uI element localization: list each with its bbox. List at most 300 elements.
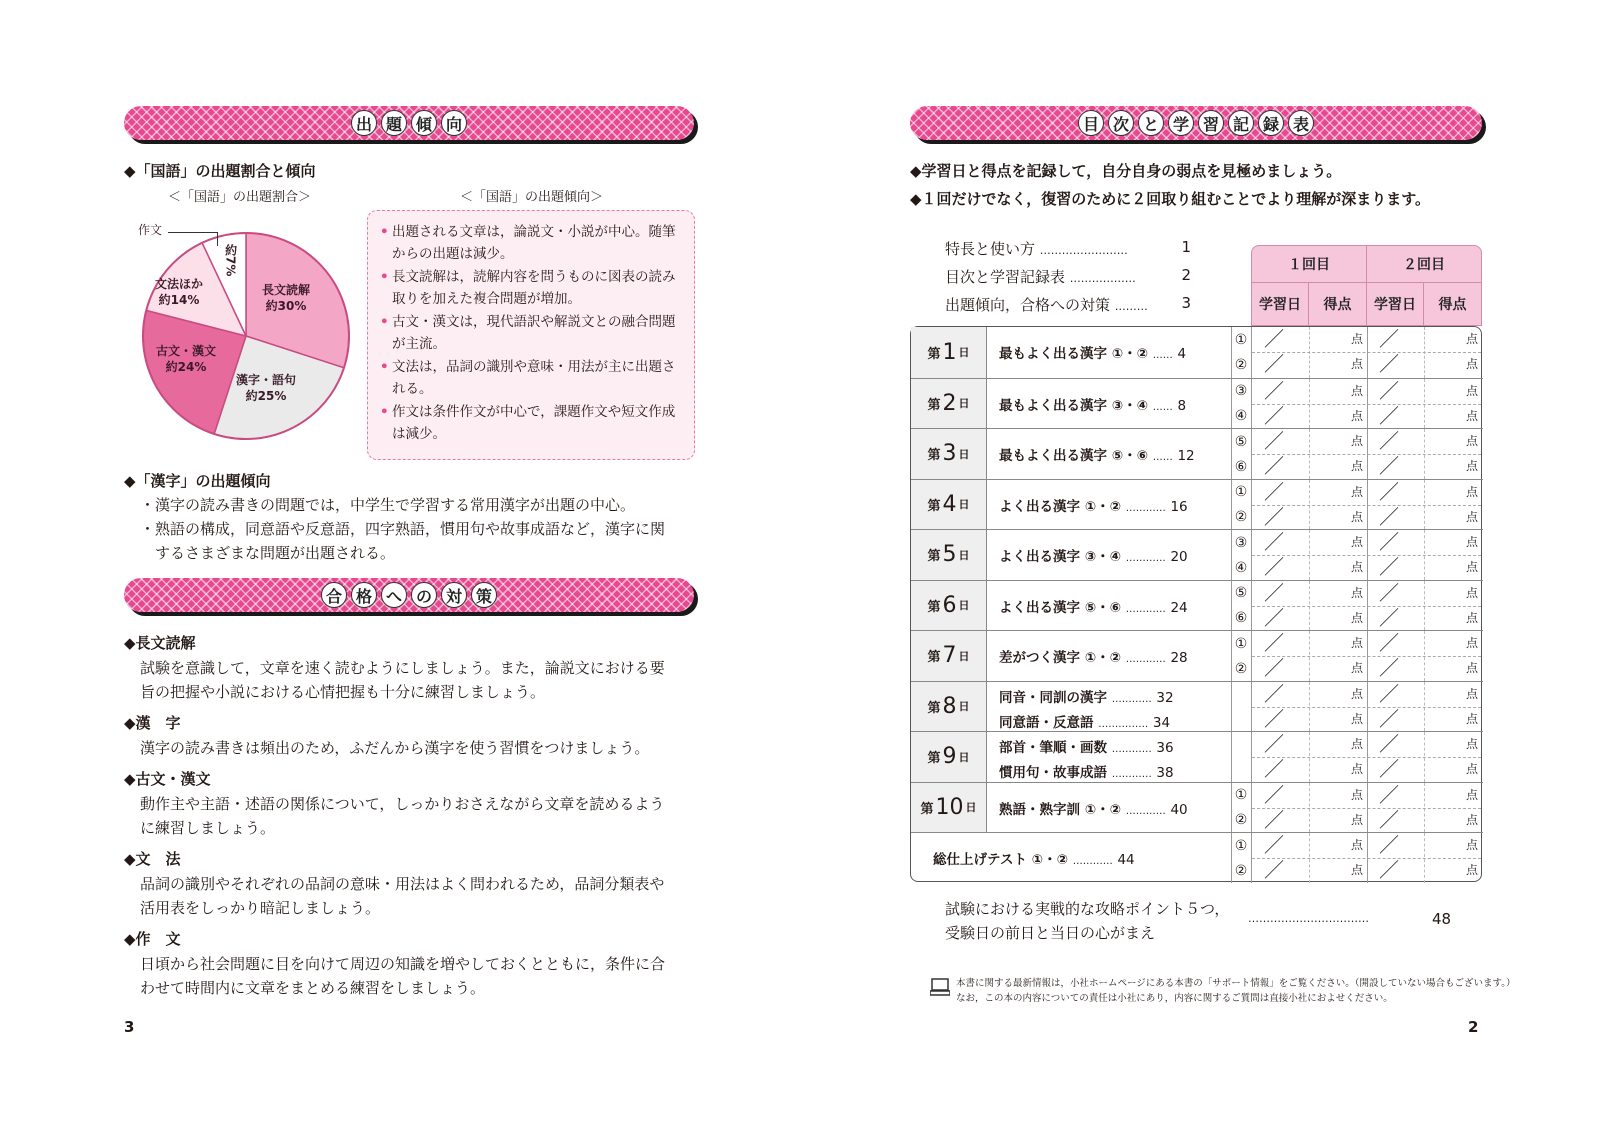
score-unit: 点: [1466, 434, 1479, 448]
pie-label-kanji-value: 約25%: [245, 389, 287, 404]
intro-line: ◆学習日と得点を記録して，自分自身の弱点を見極めましょう。: [910, 162, 1342, 180]
score-unit: 点: [1351, 509, 1364, 524]
score-unit: 点: [1351, 661, 1364, 675]
day-prefix: 第: [927, 448, 941, 464]
score-unit: 点: [1351, 686, 1364, 701]
row-half-divider: [1252, 555, 1481, 556]
topic-dots: …………: [1111, 744, 1152, 755]
front-item-dots: ……………………: [1039, 244, 1128, 257]
day-prefix: 第: [927, 599, 941, 615]
score-unit: 点: [1466, 787, 1479, 802]
score-unit: 点: [1466, 357, 1479, 371]
front-item-page: 1: [1181, 238, 1191, 256]
score-unit: 点: [1351, 585, 1364, 600]
section-line: 漢字の読み書きは頻出のため，ふだんから漢字を使う習慣をつけましょう。: [140, 739, 650, 757]
pie-value-sakubun-text: 約7%: [223, 244, 238, 277]
date-slash: ／: [1264, 429, 1284, 453]
front-item: [945, 238, 1195, 259]
day-number: 6: [942, 592, 957, 618]
topic-entry: [999, 342, 1186, 362]
day-number: 5: [942, 542, 957, 568]
section-line: 旨の把握や小説における心情把握も十分に練習しましょう。: [140, 683, 546, 701]
topic-dots: …………: [1125, 553, 1166, 564]
page-number-left: 3: [124, 1018, 135, 1036]
banner-shutsudai-char: 向: [441, 110, 467, 136]
score-unit: 点: [1351, 357, 1364, 371]
topic-dots: ……………: [1098, 718, 1149, 730]
topic-entry: [999, 711, 1170, 731]
appendix-dots: ……………………………: [1248, 912, 1369, 925]
pie-label-kobun-value: 約24%: [165, 360, 207, 375]
banner-goukaku-char: へ: [381, 582, 407, 608]
banner-mokuji-char: 次: [1108, 110, 1134, 136]
day-prefix: 第: [920, 801, 934, 817]
topic-page: 8: [1177, 397, 1187, 414]
topic-title: よく出る漢字 ①・②: [999, 498, 1122, 515]
final-test-title: 総仕上げテスト ①・②: [933, 852, 1069, 868]
attempt-marker: ⑥: [1234, 610, 1248, 626]
day-number: 7: [942, 643, 957, 669]
day-number: 9: [942, 744, 957, 770]
date-slash: ／: [1379, 580, 1399, 605]
attempt-marker: ⑤: [1234, 585, 1248, 601]
date-slash: ／: [1379, 833, 1399, 857]
trend-item: • 出題される文章は，論説文・小説が中心。随筆からの出題は減少。: [378, 221, 684, 265]
topic-dots: …………: [1125, 502, 1166, 514]
score-unit: 点: [1351, 535, 1364, 549]
score-unit: 点: [1466, 863, 1479, 877]
banner-goukaku-taisaku: [124, 578, 694, 612]
topic-entry: [999, 394, 1186, 414]
score-unit: 点: [1466, 535, 1479, 549]
pie-label-choubun-name: 長文読解: [262, 283, 311, 297]
attempt-marker: ③: [1234, 383, 1248, 399]
topic-title: よく出る漢字 ⑤・⑥: [999, 599, 1122, 616]
date-slash: ／: [1264, 555, 1284, 579]
banner-mokuji: [910, 106, 1482, 140]
banner-mokuji-char: 学: [1168, 110, 1194, 136]
banner-mokuji-char: 表: [1288, 110, 1314, 136]
attempt-marker: ①: [1234, 837, 1248, 854]
trend-caption: ＜「国語」の出題傾向＞: [460, 190, 604, 205]
day-suffix: 日: [958, 498, 970, 512]
trend-item: • 古文・漢文は，現代語訳や解説文との融合問題が主流。: [378, 311, 684, 355]
attempt-marker: ④: [1234, 559, 1248, 576]
row-half-divider: [1252, 352, 1481, 353]
trend-item: • 長文読解は，読解内容を問うものに図表の読み取りを加えた複合問題が増加。: [378, 266, 684, 310]
banner-goukaku-char: 策: [471, 582, 497, 608]
pie-leader-line-v: [217, 232, 218, 246]
section-line: 品詞の識別やそれぞれの品詞の意味・用法はよく問われるため，品詞分類表や: [140, 875, 665, 893]
score-unit: 点: [1466, 408, 1479, 423]
day-prefix: 第: [927, 650, 941, 666]
banner-shutsudai-keikou: [124, 106, 694, 140]
topic-dots: …………: [1125, 603, 1166, 615]
date-slash: ／: [1379, 327, 1399, 351]
day-label: [911, 682, 987, 732]
score-unit: 点: [1466, 762, 1479, 776]
topic-title: 差がつく漢字 ①・②: [999, 650, 1122, 666]
date-slash: ／: [1264, 782, 1284, 807]
day-suffix: 日: [958, 649, 970, 663]
banner-goukaku-char: の: [411, 582, 437, 608]
score-unit: 点: [1466, 737, 1479, 751]
score-unit: 点: [1466, 560, 1479, 574]
pie-chart-svg: [140, 230, 352, 442]
score-unit: 点: [1351, 711, 1364, 726]
attempt-marker: ⑥: [1234, 458, 1248, 475]
attempt-marker: ①: [1234, 484, 1248, 500]
kanji-item: ・熟語の構成，同意語や反意語，四字熟語，慣用句や故事成語など，漢字に関: [140, 520, 666, 538]
day-row: [911, 378, 1483, 429]
topic-page: 12: [1177, 448, 1195, 464]
topic-page: 28: [1170, 650, 1188, 666]
attempt-marker: ①: [1234, 331, 1248, 348]
attempt-marker: ②: [1234, 660, 1248, 677]
topic-title: 熟語・熟字訓 ①・②: [999, 801, 1122, 818]
date-slash: ／: [1379, 403, 1399, 428]
date-slash: ／: [1264, 656, 1284, 680]
pie-label-bunpou-value: 約14%: [158, 293, 200, 308]
day-label: [911, 480, 987, 530]
topic-page: 32: [1156, 689, 1174, 706]
day-suffix: 日: [958, 447, 970, 461]
topic-dots: …………: [1125, 654, 1166, 665]
final-test-dots: …………: [1072, 856, 1113, 867]
pie-label-kanji: [236, 372, 296, 404]
score-unit: 点: [1466, 686, 1479, 701]
topic-dots: ……: [1152, 452, 1173, 463]
final-test-row: [911, 832, 1483, 883]
pie-label-bunpou-name: 文法ほか: [155, 277, 204, 291]
topic-page: 20: [1170, 549, 1188, 565]
date-slash: ／: [1264, 681, 1284, 706]
attempt-marker: [1232, 757, 1250, 782]
date-slash: ／: [1379, 681, 1399, 706]
pie-label-choubun-value: 約30%: [265, 299, 307, 314]
section-line: 試験を意識して，文章を速く読むようにしましょう。また，論説文における要: [140, 659, 665, 677]
day-prefix: 第: [927, 346, 941, 362]
date-slash: ／: [1264, 454, 1284, 478]
day-label: [911, 429, 987, 479]
front-item-title: 特長と使い方: [945, 240, 1036, 258]
attempt-marker: ①: [1234, 787, 1248, 803]
row-half-divider: [1252, 808, 1481, 809]
date-slash: ／: [1379, 479, 1399, 504]
topic-title: 最もよく出る漢字 ①・②: [999, 346, 1149, 362]
topic-entry: [999, 596, 1188, 616]
topic-title: 同音・同訓の漢字: [999, 689, 1107, 706]
date-slash: ／: [1379, 378, 1399, 403]
pie-label-kobun-name: 古文・漢文: [156, 344, 217, 358]
day-row: [911, 529, 1483, 580]
date-slash: ／: [1379, 757, 1399, 781]
header-score-2: 得点: [1423, 282, 1482, 326]
date-slash: ／: [1379, 631, 1399, 655]
day-prefix: 第: [927, 397, 941, 413]
date-slash: ／: [1379, 858, 1399, 882]
pie-label-sakubun: 作文: [138, 223, 163, 237]
score-unit: 点: [1466, 459, 1479, 473]
score-unit: 点: [1466, 838, 1479, 852]
score-unit: 点: [1351, 408, 1364, 423]
day-number: 1: [942, 339, 957, 365]
date-slash: ／: [1264, 403, 1284, 428]
date-slash: ／: [1379, 352, 1399, 376]
final-test-page: 44: [1117, 852, 1135, 868]
row-half-divider: [1252, 707, 1481, 708]
attempt-marker: ②: [1234, 509, 1248, 525]
day-suffix: 日: [958, 346, 970, 360]
front-item-page: 3: [1181, 294, 1191, 312]
intro-line: ◆１回だけでなく，復習のために２回取り組むことでより理解が深まります。: [910, 190, 1431, 208]
date-slash: ／: [1379, 504, 1399, 529]
topic-dots: ……: [1152, 401, 1173, 413]
day-row: [911, 731, 1483, 782]
score-unit: 点: [1351, 484, 1364, 499]
topic-title: よく出る漢字 ③・④: [999, 549, 1122, 565]
score-unit: 点: [1351, 560, 1364, 574]
topic-title: 最もよく出る漢字 ③・④: [999, 397, 1149, 414]
date-slash: ／: [1264, 631, 1284, 655]
section-line: に練習しましょう。: [140, 819, 276, 837]
day-label: [911, 783, 987, 833]
attempt-marker: ②: [1234, 862, 1248, 879]
date-slash: ／: [1264, 504, 1284, 529]
attempt-marker: [1232, 732, 1250, 757]
date-slash: ／: [1379, 732, 1399, 756]
kokugo-heading: ◆「国語」の出題割合と傾向: [124, 162, 316, 180]
day-label: [911, 530, 987, 580]
day-suffix: 日: [958, 750, 970, 764]
banner-mokuji-char: 習: [1198, 110, 1224, 136]
day-row: [911, 782, 1483, 833]
banner-goukaku-char: 対: [441, 582, 467, 608]
date-slash: ／: [1379, 706, 1399, 731]
front-item: [945, 266, 1195, 287]
banner-shutsudai-char: 出: [351, 110, 377, 136]
row-half-divider: [1252, 454, 1481, 455]
trend-item: • 作文は条件作文が中心で，課題作文や短文作成は減少。: [378, 401, 684, 445]
topic-title: 部首・筆順・画数: [999, 740, 1107, 756]
attempt-marker: ②: [1234, 356, 1248, 373]
kanji-item: するさまざまな問題が出題される。: [140, 544, 396, 562]
trend-item: • 文法は，品詞の識別や意味・用法が主に出題される。: [378, 356, 684, 400]
notice-line: 本書に関する最新情報は，小社ホームページにある本書の「サポート情報」をご覧ください。（開設していない場合もございます。）: [956, 978, 1516, 989]
date-slash: ／: [1264, 807, 1284, 832]
appendix-line: 受験日の前日と当日の心がまえ: [945, 924, 1156, 942]
day-row: [911, 428, 1483, 479]
date-slash: ／: [1264, 605, 1284, 630]
row-half-divider: [1252, 505, 1481, 506]
score-unit: 点: [1466, 610, 1479, 625]
banner-mokuji-char: 記: [1228, 110, 1254, 136]
topic-page: 38: [1156, 765, 1174, 781]
date-slash: ／: [1264, 858, 1284, 882]
date-slash: ／: [1264, 833, 1284, 857]
computer-icon-svg: [930, 978, 950, 996]
pie-leader-line: [168, 232, 218, 233]
day-row: [911, 327, 1483, 378]
topic-dots: …………: [1125, 805, 1166, 817]
day-row: [911, 479, 1483, 530]
topic-entry: [999, 761, 1174, 781]
front-item-dots: ………: [1114, 300, 1148, 313]
section-title: ◆漢 字: [124, 714, 181, 732]
banner-mokuji-char: と: [1138, 110, 1164, 136]
topic-entry: [999, 646, 1188, 666]
topic-title: 同意語・反意語: [999, 714, 1094, 731]
front-item-title: 目次と学習記録表: [945, 268, 1066, 286]
row-half-divider: [1252, 656, 1481, 657]
score-unit: 点: [1351, 332, 1364, 346]
appendix-page: 48: [1432, 910, 1452, 928]
day-prefix: 第: [927, 751, 941, 767]
attempt-marker: [1232, 682, 1250, 707]
day-row: [911, 580, 1483, 631]
pie-caption: ＜「国語」の出題割合＞: [168, 190, 312, 205]
topic-entry: [999, 495, 1188, 515]
date-slash: ／: [1264, 327, 1284, 351]
score-unit: 点: [1351, 838, 1364, 852]
section-title: ◆文 法: [124, 850, 181, 868]
header-round2: ２回目: [1366, 245, 1482, 283]
date-slash: ／: [1264, 706, 1284, 731]
day-label: [911, 327, 987, 378]
topic-page: 4: [1177, 346, 1187, 362]
score-unit: 点: [1351, 383, 1364, 398]
date-slash: ／: [1379, 429, 1399, 453]
date-slash: ／: [1379, 782, 1399, 807]
topic-entry: [999, 798, 1188, 818]
score-unit: 点: [1466, 585, 1479, 600]
topic-entry: [999, 686, 1174, 706]
topic-dots: …………: [1111, 769, 1152, 780]
pie-label-kobun: [156, 343, 216, 375]
day-label: [911, 379, 987, 429]
header-round1: １回目: [1251, 245, 1367, 283]
section-title: ◆作 文: [124, 930, 181, 948]
section-title: ◆長文読解: [124, 634, 196, 652]
kanji-heading: ◆「漢字」の出題傾向: [124, 472, 271, 490]
section-title: ◆古文・漢文: [124, 770, 211, 788]
date-slash: ／: [1264, 530, 1284, 554]
attempt-marker: ⑤: [1234, 433, 1248, 450]
date-slash: ／: [1264, 732, 1284, 756]
topic-entry: [999, 545, 1188, 565]
date-slash: ／: [1379, 530, 1399, 554]
attempt-marker: ①: [1234, 635, 1248, 652]
score-unit: 点: [1466, 636, 1479, 650]
date-slash: ／: [1264, 757, 1284, 781]
banner-goukaku-char: 合: [321, 582, 347, 608]
attempt-marker: ④: [1234, 408, 1248, 424]
score-unit: 点: [1466, 812, 1479, 827]
day-number: 2: [942, 390, 957, 416]
day-label: [911, 732, 987, 782]
score-unit: 点: [1351, 863, 1364, 877]
date-slash: ／: [1379, 605, 1399, 630]
attempt-marker: ②: [1234, 812, 1248, 828]
date-slash: ／: [1264, 352, 1284, 376]
banner-mokuji-char: 録: [1258, 110, 1284, 136]
topic-entry: [999, 444, 1195, 464]
notice-line: なお，この本の内容についての責任は小社にあり，内容に関するご質問は直接小社におよせください。: [956, 993, 1393, 1004]
date-slash: ／: [1379, 454, 1399, 478]
score-unit: 点: [1466, 661, 1479, 675]
day-suffix: 日: [958, 700, 970, 714]
topic-dots: …………: [1111, 693, 1152, 705]
date-slash: ／: [1379, 555, 1399, 579]
score-unit: 点: [1351, 762, 1364, 776]
topic-page: 16: [1170, 498, 1188, 515]
score-unit: 点: [1466, 484, 1479, 499]
banner-goukaku-char: 格: [351, 582, 377, 608]
study-record-table: [910, 326, 1482, 882]
score-unit: 点: [1351, 737, 1364, 751]
pie-value-sakubun: [222, 244, 238, 280]
attempt-marker: ③: [1234, 534, 1248, 551]
day-number: 3: [942, 441, 957, 467]
day-suffix: 日: [958, 397, 970, 411]
topic-page: 24: [1170, 599, 1188, 616]
day-suffix: 日: [958, 599, 970, 613]
banner-shutsudai-char: 題: [381, 110, 407, 136]
row-half-divider: [1252, 858, 1481, 859]
section-line: 動作主や主語・述語の関係について，しっかりおさえながら文章を読めるよう: [140, 795, 665, 813]
banner-shutsudai-char: 傾: [411, 110, 437, 136]
front-item-page: 2: [1181, 266, 1191, 284]
score-unit: 点: [1466, 332, 1479, 346]
score-unit: 点: [1351, 812, 1364, 827]
topic-title: 慣用句・故事成語: [999, 765, 1107, 781]
date-slash: ／: [1264, 580, 1284, 605]
header-date-2: 学習日: [1366, 282, 1424, 326]
pie-label-kanji-name: 漢字・語句: [236, 373, 297, 387]
header-score-1: 得点: [1308, 282, 1367, 326]
day-row: [911, 681, 1483, 732]
score-unit: 点: [1351, 434, 1364, 448]
topic-dots: ……: [1152, 350, 1173, 361]
front-item-title: 出題傾向，合格への対策: [945, 296, 1111, 314]
topic-page: 34: [1152, 714, 1171, 731]
score-unit: 点: [1466, 509, 1479, 524]
day-prefix: 第: [927, 549, 941, 565]
day-suffix: 日: [958, 548, 970, 562]
attempt-marker: [1232, 707, 1250, 732]
row-half-divider: [1252, 606, 1481, 607]
date-slash: ／: [1379, 807, 1399, 832]
row-half-divider: [1252, 757, 1481, 758]
date-slash: ／: [1264, 378, 1284, 403]
trend-box: [367, 210, 695, 460]
day-label: [911, 581, 987, 631]
score-unit: 点: [1351, 787, 1364, 802]
day-row: [911, 630, 1483, 681]
score-unit: 点: [1466, 711, 1479, 726]
front-item-dots: ………………: [1069, 272, 1136, 285]
score-unit: 点: [1351, 636, 1364, 650]
page-number-right: 2: [1468, 1018, 1479, 1036]
section-line: わせて時間内に文章をまとめる練習をしましょう。: [140, 979, 486, 997]
banner-mokuji-char: 目: [1078, 110, 1104, 136]
header-date-1: 学習日: [1251, 282, 1309, 326]
score-unit: 点: [1351, 459, 1364, 473]
section-line: 日頃から社会問題に目を向けて周辺の知識を増やしておくとともに，条件に合: [140, 955, 666, 973]
score-unit: 点: [1466, 383, 1479, 398]
day-number: 8: [942, 693, 957, 719]
front-item: [945, 294, 1195, 315]
